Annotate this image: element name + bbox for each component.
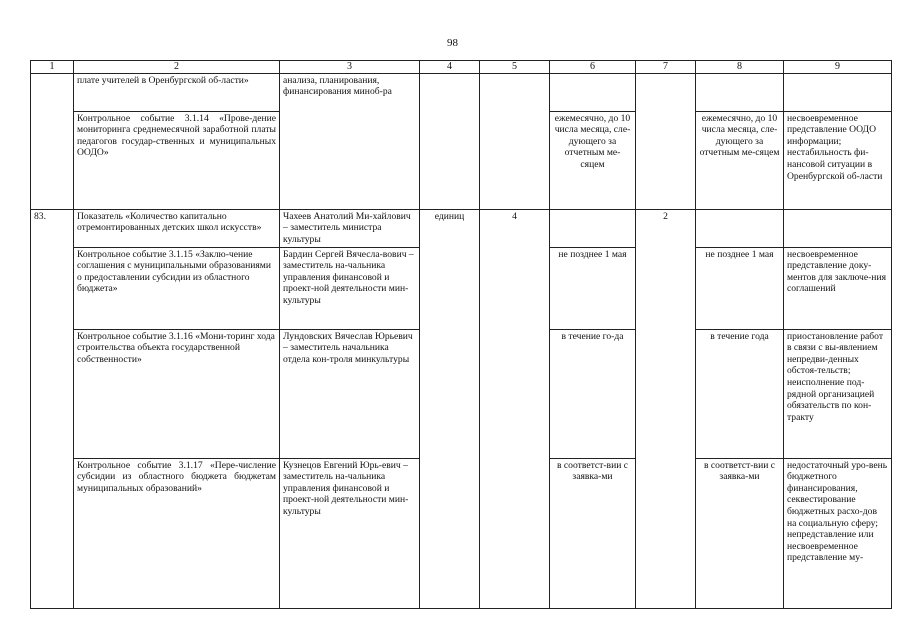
date-fact-text: не позднее 1 мая [705,248,774,260]
date-plan-text: не позднее 1 мая [558,248,627,260]
event-text: Контрольное событие 3.1.16 «Мони-торинг хода строительства объекта государственной собственности» [77,330,275,365]
page-number: 98 [447,37,458,49]
date-fact-cell [696,329,784,458]
risks-cell [784,111,892,209]
column-number: 2 [74,61,280,74]
responsible-text: Кузнецов Евгений Юрь-евич – заместитель на-чальника управления финансовой и проект-ной деятельности мин-культуры [283,459,409,517]
date-fact-cell [696,458,784,608]
date-plan-text: ежемесячно, до 10 числа месяца, сле-дующего за отчетным ме-сяцем [554,112,631,170]
event-text: Контрольное событие 3.1.17 «Пере-числение субсидии из областного бюджета бюджетам муниципальных образований» [77,459,276,494]
indicator-text: Показатель «Количество капитально отремонтированных детских школ искусств» [77,210,262,234]
responsible-text: Чахеев Анатолий Ми-хайлович – заместитель министра культуры [283,210,411,245]
plan-value-cell [636,209,696,608]
event-cell [74,458,280,608]
date-plan-cell [550,247,636,329]
base-value: 4 [512,210,517,222]
base-value-cell [480,209,550,608]
event-cell [74,329,280,458]
row-number: 83. [34,210,46,222]
column-number: 8 [696,61,784,74]
column-number: 7 [636,61,696,74]
unit-text: единиц [434,210,465,222]
date-fact-text: в течение года [710,330,769,342]
date-fact-text: в соответст-вии с заявка-ми [704,459,775,483]
column-number: 6 [550,61,636,74]
unit-cell [420,73,480,209]
event-cell [74,209,280,247]
responsible-text: анализа, планирования, финансирования миноб-ра [283,74,392,98]
table-row [31,209,892,247]
risks-text: недостаточный уро-вень бюджетного финансирования, секвестирование бюджетных расхо-дов на социальную сферу; непредставление или несвоевременное представление му- [787,459,888,564]
risks-cell [784,209,892,247]
risks-cell [784,458,892,608]
column-number: 3 [280,61,420,74]
date-plan-cell [550,73,636,111]
date-fact-cell [696,209,784,247]
table-row [31,73,892,111]
risks-text: приостановление работ в связи с вы-явлением непредви-денных обстоя-тельств; неисполнение под-рядной организацией обязательств по кон-тракту [787,330,884,423]
date-plan-cell [550,111,636,209]
risks-text: несвоевременное представление доку-ментов для заключе-ния соглашений [787,248,886,295]
event-text: плате учителей в Оренбургской об-ласти» [77,74,249,86]
row-number-cell [31,73,74,209]
event-cell [74,73,280,111]
responsible-text: Бардин Сергей Вячесла-вович – заместитель на-чальника управления финансовой и проект-ной деятельности мин-культуры [283,248,414,306]
event-cell [74,111,280,209]
plan-table [30,60,892,609]
date-plan-cell [550,209,636,247]
row-number-cell [31,209,74,608]
date-plan-cell [550,458,636,608]
risks-cell [784,247,892,329]
date-plan-text: в течение го-да [561,330,624,342]
responsible-cell [280,73,420,209]
date-fact-cell [696,247,784,329]
responsible-cell [280,209,420,247]
column-number: 9 [784,61,892,74]
responsible-text: Лундовских Вячеслав Юрьевич – заместитель начальника отдела кон-троля минкультуры [283,330,413,365]
risks-cell [784,73,892,111]
base-value-cell [480,73,550,209]
plan-value: 2 [663,210,668,222]
event-text: Контрольное событие 3.1.15 «Заклю-чение соглашения с муниципальными образованиями о предоставлении субсидии из областного бюджета» [77,248,271,295]
date-plan-cell [550,329,636,458]
risks-cell [784,329,892,458]
date-fact-cell [696,73,784,111]
column-number: 4 [420,61,480,74]
date-fact-cell [696,111,784,209]
event-cell [74,247,280,329]
unit-cell [420,209,480,608]
column-number-row [31,61,892,74]
date-fact-text: ежемесячно, до 10 числа месяца, сле-дующего за отчетным ме-сяцем [699,112,780,159]
column-number: 5 [480,61,550,74]
responsible-cell [280,458,420,608]
responsible-cell [280,247,420,329]
date-plan-text: в соответст-вии с заявка-ми [557,459,628,483]
plan-value-cell [636,73,696,209]
responsible-cell [280,329,420,458]
event-text: Контрольное событие 3.1.14 «Прове-дение мониторинга среднемесячной заработной платы педагогов государ-ственных и муниципальных ООДО» [77,112,276,159]
column-number: 1 [31,61,74,74]
risks-text: несвоевременное представление ООДО информации; нестабильность фи-нансовой ситуации в Оренбургской об-ласти [787,112,883,182]
